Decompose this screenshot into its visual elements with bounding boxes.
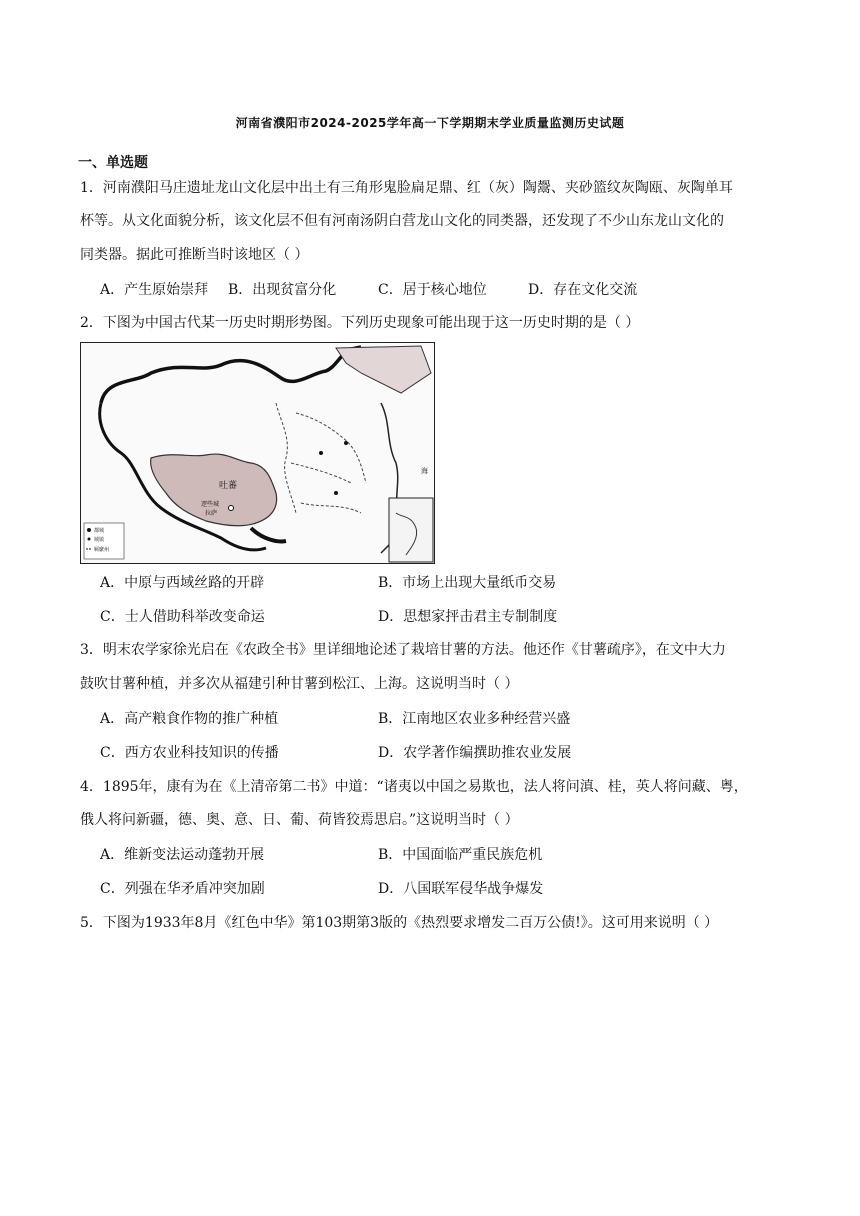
historical-map-figure [80, 342, 435, 564]
tibet-label: 吐蕃 [219, 481, 238, 491]
section-heading: 一、单选题 [78, 155, 148, 171]
q1-option-b[interactable]: B．出现贫富分化 [228, 282, 337, 298]
q4-option-c[interactable]: C．列强在华矛盾冲突加剧 [100, 881, 265, 897]
q3-option-d[interactable]: D．农学著作编撰助推农业发展 [378, 745, 572, 761]
q1-option-a[interactable]: A．产生原始崇拜 [100, 282, 209, 298]
q2-option-b[interactable]: B．市场上出现大量纸币交易 [378, 575, 557, 591]
q1-line-3: 同类器。据此可推断当时该地区（ ） [80, 247, 309, 263]
lhasa-label: 拉萨 [205, 510, 218, 517]
q1-line-1: 1．河南濮阳马庄遗址龙山文化层中出土有三角形鬼脸扁足鼎、红（灰）陶鬶、夹砂篮纹灰陶瓯、灰陶单耳 [80, 180, 733, 196]
legend-jimi: 羁縻州 [94, 547, 110, 553]
q2-line-1: 2．下图为中国古代某一历史时期形势图。下列历史现象可能出现于这一历史时期的是（ ） [80, 315, 640, 331]
q2-option-d[interactable]: D．思想家抨击君主专制制度 [378, 609, 558, 625]
q1-line-2: 杯等。从文化面貌分析，该文化层不但有河南汤阴白营龙山文化的同类器，还发现了不少山东龙山文化的 [80, 213, 724, 229]
lhasa-city-label: 逻些城 [201, 501, 220, 508]
exam-title: 河南省濮阳市2024-2025学年高一下学期期末学业质量监测历史试题 [235, 116, 625, 130]
q3-option-b[interactable]: B．江南地区农业多种经营兴盛 [378, 711, 571, 727]
q2-option-c[interactable]: C．士人借助科举改变命运 [100, 609, 265, 625]
q3-line-1: 3．明末农学家徐光启在《农政全书》里详细地论述了栽培甘薯的方法。他还作《甘薯疏序》，在文中大力 [80, 642, 726, 658]
legend-town: 城镇 [94, 537, 105, 543]
q3-option-c[interactable]: C．西方农业科技知识的传播 [100, 745, 279, 761]
q3-line-2: 鼓吹甘薯种植，并多次从福建引种甘薯到松江、上海。这说明当时（ ） [80, 676, 519, 692]
map-illustration [81, 343, 434, 563]
q4-option-d[interactable]: D．八国联军侵华战争爆发 [378, 881, 544, 897]
q4-option-a[interactable]: A．维新变法运动蓬勃开展 [100, 847, 265, 863]
sea-label: 海 [421, 467, 428, 475]
q1-option-d[interactable]: D．存在文化交流 [528, 282, 638, 298]
q1-option-c[interactable]: C．居于核心地位 [378, 282, 487, 298]
q3-option-a[interactable]: A．高产粮食作物的推广种植 [100, 711, 279, 727]
legend-capital: 都城 [94, 528, 105, 534]
q4-option-b[interactable]: B．中国面临严重民族危机 [378, 847, 543, 863]
q4-line-2: 俄人将问新疆，德、奥、意、日、葡、荷皆狡焉思启。”这说明当时（ ） [80, 812, 519, 828]
q2-option-a[interactable]: A．中原与西域丝路的开辟 [100, 575, 265, 591]
q4-line-1: 4．1895年，康有为在《上清帝第二书》中道：“诸夷以中国之易欺也，法人将问滇、桂，英人将问藏、粤， [80, 779, 748, 795]
q5-line-1: 5．下图为1933年8月《红色中华》第103期第3版的《热烈要求增发二百万公债!》。这可用来说明（ ） [80, 915, 719, 931]
